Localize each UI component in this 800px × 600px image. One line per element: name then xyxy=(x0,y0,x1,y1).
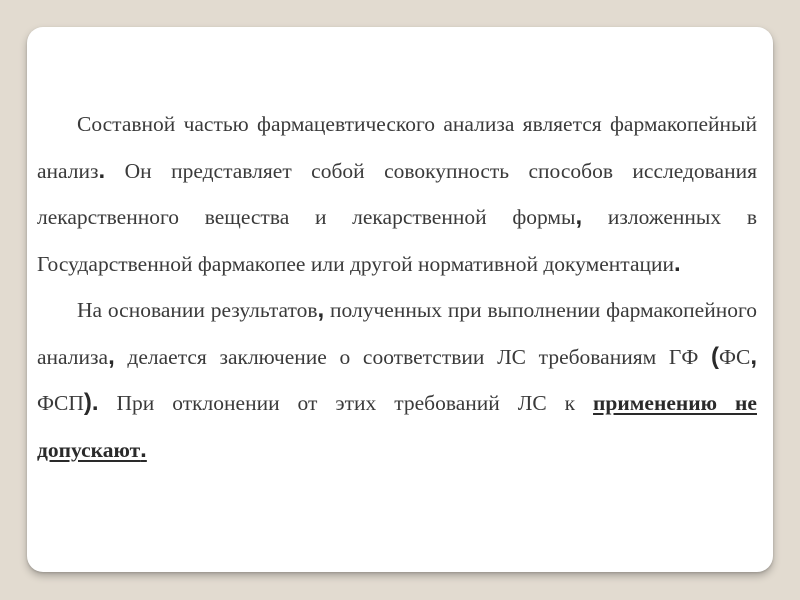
paragraph-1 xyxy=(37,102,757,287)
paragraph-2 xyxy=(37,287,757,473)
paragraph-2-punct-1: , xyxy=(317,296,325,323)
slide-text-body xyxy=(37,102,757,473)
emphasized-phrase-text: применению не допускают xyxy=(37,391,757,462)
paragraph-2-text-1: На основании результатов xyxy=(77,298,318,322)
paragraph-2-text-5: ФСП xyxy=(37,391,84,415)
paragraph-1-text-2: Он представляет собой совокупность способов исследования лекарственного вещества и лекарственной формы xyxy=(37,158,757,229)
paragraph-1-punct-2: , xyxy=(575,203,583,230)
paragraph-2-text-3: делается заключение о соответствии ЛС требованиям ГФ xyxy=(114,344,711,369)
paragraph-1-punct-1: . xyxy=(98,156,106,184)
paragraph-2-text-2: полученных при выполнении фармакопейного анализа xyxy=(37,298,757,369)
paragraph-1-punct-3: . xyxy=(674,249,681,277)
paragraph-2-punct-5: ). xyxy=(83,389,99,416)
paragraph-2-text-4: ФС xyxy=(719,344,751,369)
paragraph-1-text-3: изложенных в Государственной фармакопее или другой нормативной документации xyxy=(37,205,757,276)
slide xyxy=(27,27,773,572)
paragraph-2-text-6: При отклонении от этих требований ЛС к xyxy=(98,391,594,415)
paragraph-2-punct-2: , xyxy=(108,342,115,370)
paragraph-1-text-1: Составной частью фармацевтического анализа является фармакопейный анализ xyxy=(37,112,757,183)
paragraph-2-punct-4: , xyxy=(750,342,757,370)
emphasized-phrase-period: . xyxy=(140,435,147,463)
paragraph-2-punct-3: ( xyxy=(711,342,719,370)
